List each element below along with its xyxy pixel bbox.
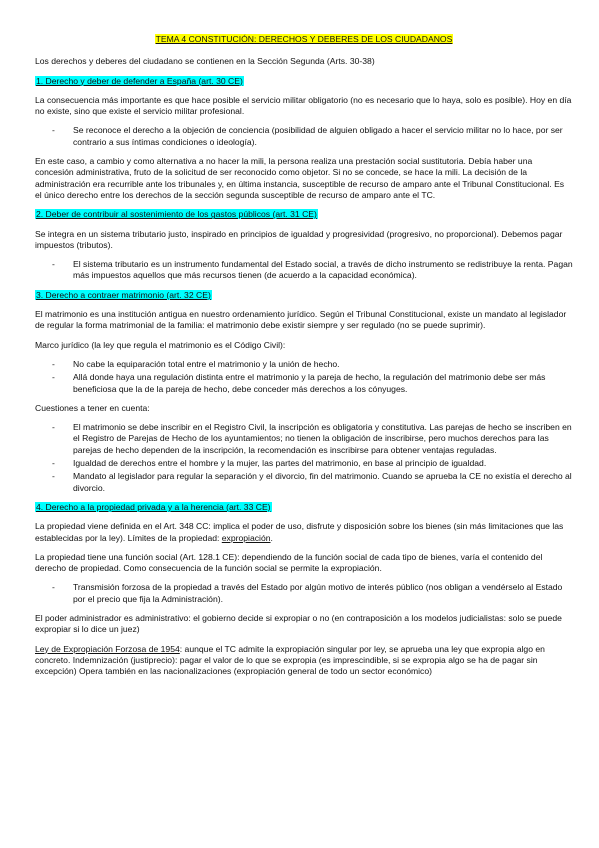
list-item: [35, 471, 573, 494]
bullet-dash: -: [52, 422, 55, 433]
section-4-paragraph-2: La propiedad tiene una función social (Art. 128.1 CE): dependiendo de la función social de cada tipo de bienes, varía el contenido del derecho de propiedad. Como consecuencia de la función social se permite la expropiación.: [35, 551, 543, 574]
bullet-dash: -: [52, 259, 55, 270]
list-item-text: Allá donde haya una regulación distinta entre el matrimonio y la pareja de hecho, la regulación del matrimonio debe ser más beneficiosa que la de la pareja de hecho, debe conceder más derechos a los cónyuges.: [73, 372, 546, 394]
section-4-paragraph-1-end: .: [270, 532, 273, 543]
document-title: TEMA 4 CONSTITUCIÓN: DERECHOS Y DEBERES DE LOS CIUDADANOS: [155, 34, 453, 44]
section-1-heading-text: 1. Derecho y deber de defender a España (art. 30 CE): [36, 75, 243, 86]
bullet-dash: -: [52, 582, 55, 593]
section-3-paragraph-1: El matrimonio es una institución antigua en nuestro ordenamiento jurídico. Según el Tribunal Constitucional, existe un mandato al legislador de regular la forma matrimonial de la familia: el matrimonio debe existir siempre y ser regulado (no se puede suprimir).: [35, 309, 567, 331]
section-1-paragraph-1: La consecuencia más importante es que hace posible el servicio militar obligatorio (no es necesario que lo haya, solo es posible). Hoy en día no existe, sino que existe el servicio militar profesional.: [35, 94, 572, 117]
section-1-paragraph-2: En este caso, a cambio y como alternativa a no hacer la mili, la persona realiza una prestación social sustitutoria. Debía haber una concesión administrativa, fruto de la solicitud de ser reconocido como objetor. Si no se concede, se hace la mili. La decisión de la administración era recurrible ante los tribunales y, en última instancia, susceptible de recurso de amparo ante el Tribunal Constitucional. Es el único derecho entre los derechos de la sección segunda susceptible de recurso de amparo ante el TC.: [35, 156, 565, 200]
bullet-dash: -: [52, 471, 55, 482]
list-item-text: El matrimonio se debe inscribir en el Registro Civil, la inscripción es obligatoria y constitutiva. Las parejas de hecho se inscriben en el Registro de Parejas de Hecho de los ayuntamientos; no tienen la obligación de inscribirse, pero muchos derechos para las parejas de hecho dependen de la inscripción, la recomendación es inscribirse para obtener ventajas reguladas.: [73, 422, 572, 455]
list-item-text: El sistema tributario es un instrumento fundamental del Estado social, a través de dicho instrumento se redistribuye la renta. Pagan más impuestos aquellos que más recursos tienen (de acuerdo a la capacidad económica).: [73, 259, 573, 281]
section-1-heading: [35, 76, 573, 87]
section-2-heading-text: 2. Deber de contribuir al sostenimiento de los gastos públicos (art. 31 CE): [36, 209, 317, 220]
section-4-paragraph-1: [35, 521, 573, 544]
list-item-text: No cabe la equiparación total entre el matrimonio y la unión de hecho.: [73, 358, 340, 369]
list-item: [35, 372, 573, 395]
ley-expropiacion-reference: Ley de Expropiación Forzosa de 1954: [35, 643, 180, 654]
bullet-dash: -: [52, 358, 55, 369]
section-4-paragraph-4-rest: : aunque el TC admite la expropiación singular por ley, se aprueba una ley que expropia algo en concreto. Indemnización (justiprecio): pagar el valor de lo que se expropia (es imprescindible, si se expropia algo se ha de pagar sin excepción) Opera también en las nacionalizaciones (expropiación general de todo un sector económico): [35, 643, 545, 677]
section-4-heading: [35, 502, 573, 513]
section-4-bullet-list: [35, 582, 573, 605]
list-item-text: Transmisión forzosa de la propiedad a través del Estado por algún motivo de interés público (nos obligan a vendérselo al Estado por el precio que fija la Administración).: [73, 582, 563, 604]
section-4-paragraph-3: El poder administrador es administrativo: el gobierno decide si expropiar o no (en contraposición a los modelos judicialistas: solo se puede expropiar si lo dice un juez): [35, 612, 562, 635]
section-3-heading: [35, 290, 573, 301]
list-item: [35, 582, 573, 605]
section-4-paragraph-4: [35, 644, 573, 678]
list-item-text: Igualdad de derechos entre el hombre y la mujer, las partes del matrimonio, en base al principio de igualdad.: [73, 458, 487, 469]
section-2-bullet-list: [35, 259, 573, 282]
list-item: [35, 125, 573, 148]
expropiacion-link: expropiación: [221, 532, 271, 543]
bullet-dash: -: [52, 458, 55, 469]
title-wrap: [35, 34, 573, 45]
section-3-bullet-list-1: [35, 359, 573, 395]
bullet-dash: -: [52, 372, 55, 383]
list-item: [35, 458, 573, 469]
section-4-paragraph-1-start: La propiedad viene definida en el Art. 348 CC: implica el poder de uso, disfrute y disposición sobre los bienes (sin más limitaciones que las establecidas por la ley). Límites de la propiedad:: [35, 521, 564, 543]
section-3-paragraph-3: Cuestiones a tener en cuenta:: [35, 402, 150, 413]
section-3-bullet-list-2: [35, 422, 573, 494]
intro-paragraph: Los derechos y deberes del ciudadano se contienen en la Sección Segunda (Arts. 30-38): [35, 56, 375, 67]
bullet-dash: -: [52, 125, 55, 136]
list-item: [35, 422, 573, 456]
section-2-paragraph-1: Se integra en un sistema tributario justo, inspirado en principios de igualdad y progresividad (progresivo, no proporcional). Debemos pagar impuestos (tributos).: [35, 228, 563, 250]
section-3-paragraph-2: Marco jurídico (la ley que regula el matrimonio es el Código Civil):: [35, 339, 286, 350]
section-1-bullet-list: [35, 125, 573, 148]
section-4-heading-text: 4. Derecho a la propiedad privada y a la herencia (art. 33 CE): [36, 501, 271, 512]
list-item: [35, 359, 573, 370]
list-item-text: Mandato al legislador para regular la separación y el divorcio, fin del matrimonio. Cuando se aprueba la CE no existía el derecho al divorcio.: [73, 471, 572, 493]
section-3-heading-text: 3. Derecho a contraer matrimonio (art. 32 CE): [36, 289, 211, 300]
list-item-text: Se reconoce el derecho a la objeción de conciencia (posibilidad de alguien obligado a hacer el servicio militar no lo hace, por ser contrario a sus íntimas condiciones o ideología).: [73, 125, 563, 147]
section-2-heading: [35, 209, 573, 220]
list-item: [35, 259, 573, 282]
